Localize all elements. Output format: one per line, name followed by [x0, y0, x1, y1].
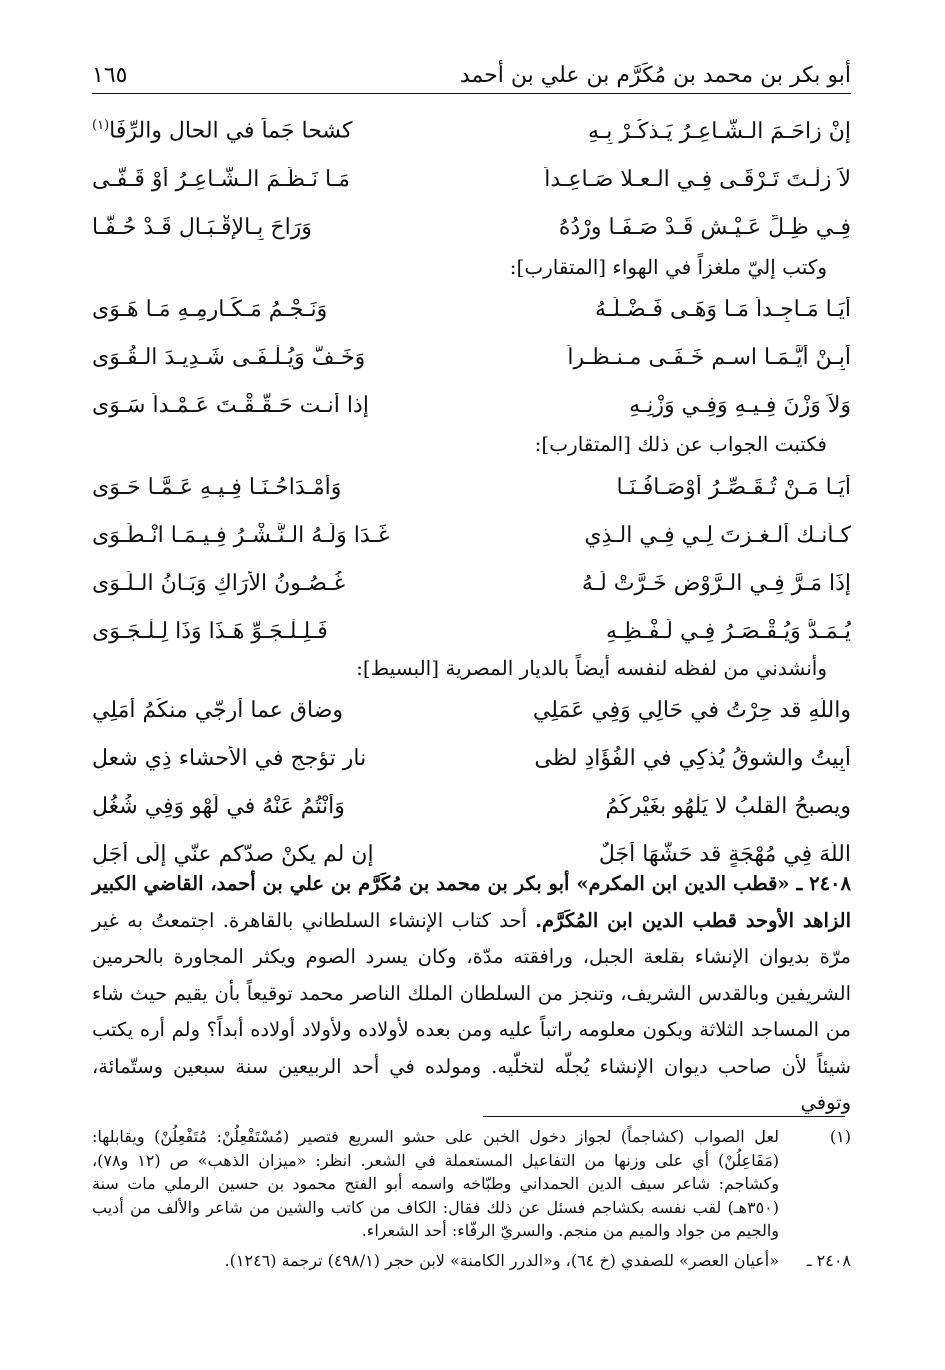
footnotes	[92, 1125, 851, 1272]
verse-first-hemistich: لاَ زِلْـتَ تَـرْقَـى فِـي الـعـلا صَـاعِـداً	[544, 166, 851, 192]
footnote-rule	[483, 1116, 845, 1117]
entry-heading: ٢٤٠٨ ـ «قطب الدين ابن المكرم» أبو بكر بن محمد بن مُكَرَّم بن علي بن أحمد، القاضي الكبير الزاهد الأوحد قطب الدين ابن المُكَرَّم.	[92, 872, 851, 932]
verse	[92, 333, 851, 381]
verse	[92, 782, 851, 830]
poem-2-intro: وكتب إليّ ملغزاً في الهواء [المتقارب]:	[509, 255, 827, 279]
verse-second-hemistich: غَـدَا وَلَـهُ الـنَّـشْـرُ فِـيـمَـا انْـطَـوَى	[92, 522, 390, 548]
verse-first-hemistich: أَيَـا مَـنْ تُـقَـصِّـرُ أَوْصَـافُـنَـا	[616, 474, 851, 500]
footnote-marker: (١)	[92, 118, 110, 134]
verse-second-hemistich	[92, 118, 449, 143]
verse-first-hemistich: فِـي ظِـلِّ عَـيْـشٍ قَـدْ صَـفَـا وِرْدُهُ	[558, 214, 851, 240]
verse-first-hemistich: وَلاَ وَزْنَ فِـيـهِ وَفِـي وَزْنِـهِ	[629, 392, 851, 418]
poem-1	[92, 107, 851, 251]
poem-3-intro: فكتبت الجواب عن ذلك [المتقارب]:	[534, 432, 827, 456]
running-title: أبو بكر بن محمد بن مُكَرَّم بن علي بن أحمد	[459, 63, 851, 88]
verse	[92, 381, 851, 429]
footnote	[92, 1125, 851, 1243]
verse-first-hemistich: إنْ زاحَـمَ الـشَّـاعِـرُ يَـذكُـرْ بِـهِ	[588, 118, 851, 144]
verse-first-hemistich: أَيَـا مَـاجِـداً مَـا وَهَـى فَـضْـلُـهُ	[595, 296, 851, 322]
verse-second-hemistich: وَأَمْـدَاحُـنَـا فِـيـهِ عَـمَّـا حَـوَى	[92, 474, 342, 500]
poem-4-intro: وأنشدني من لفظه لنفسه أيضاً بالديار المصرية [البسيط]:	[356, 656, 827, 680]
entry-body: أحد كتاب الإنشاء السلطاني بالقاهرة. اجتمعتُ به غير مرّة بديوان الإنشاء بقلعة الجبل، ورافقته مدّة، وكان يسرد الصوم ويكثر المجاورة بالحرمين الشريفين وبالقدس الشريف، وتنجز من السلطان الملك الناصر محمد توقيعاً بأن يقيم حيث شاء من المساجد الثلاثة ويكون معلومه راتباً عليه ومن بعده لأولاده ولأولاد أولاده أبداً؟ ولم أره يكتب شيئاً لأن صاحب ديوان الإنشاء يُجلّه لتخلّيه. ومولده في أحد الربيعين سنة سبعين وستّمائة، وتوفي	[92, 908, 851, 1114]
verse-first-hemistich: أَبِيتُ والشوقُ يُذكِي في الفُؤَادِ لظى	[534, 745, 851, 771]
verse-second-hemistich: وضاق عما أُرجّي منكُمُ أَمَلِي	[92, 697, 344, 723]
verse	[92, 285, 851, 333]
verse	[92, 559, 851, 607]
verse	[92, 107, 851, 155]
page-number: ١٦٥	[92, 63, 128, 88]
verse-second-hemistich: وَخَـفَّ وَيُـلْـفَـى شَـدِيـدَ الـقُـوَى	[92, 344, 366, 370]
verse-second-hemistich: وَنَـجْـمُ مَـكَـارِمِـهِ مَـا هَـوَى	[92, 296, 328, 322]
verse	[92, 155, 851, 203]
verse-first-hemistich: واللّهِ قد حِرْتُ في حَالِي وَفِي عَمَلِي	[532, 697, 851, 723]
verse	[92, 511, 851, 559]
header-rule	[92, 93, 851, 94]
verse-first-hemistich: أَبِـنْ أَيَّـمَـا اسـمٍ خَـفَـى مـنـظـراً	[567, 344, 851, 370]
verse-second-hemistich: فَـلِـلْـجَـوِّ هَـذَا وَذَا لِـلْـجَـوَى	[92, 618, 328, 644]
verse-first-hemistich: كـأنـك ألـغـزتَ لِـي فِـي الـذِي	[584, 522, 851, 548]
poem-2	[92, 285, 851, 429]
biography-entry	[92, 866, 851, 1122]
verse	[92, 686, 851, 734]
footnote-text: لعل الصواب (كشاجماً) لجواز دخول الخبن على حشو السريع فتصير (مُسْتَفْعِلُنْ: مُتَفْعِلُنْ) ويقابلها: (مَفَاعِلُنْ) أي على وزنها من التفاعيل المستعملة في الشعر. انظر: «ميزان الذهب» ص (١٢ و٧٨)، وكشاجم: شاعر سيف الدين الحمداني وطبّاخه واسمه أبو الفتح محمود بن حسين الرملي مات سنة (٣٥٠هـ) لقب نفسه بكشاجم فسئل عن ذلك فقال: الكاف من كاتب والشين من شاعر والألف من أديب والجيم من جواد والميم من منجم. والسريّ الرفّاء: أحد الشعراء.	[92, 1127, 779, 1240]
verse-second-hemistich: نارٍ تؤجج في الأحشاء ذِي شعلِ	[92, 745, 367, 771]
poem-3	[92, 463, 851, 655]
hemistich-text: كشحا جَماً في الحال والرِّفَا	[109, 118, 353, 144]
poem-4	[92, 686, 851, 878]
verse-first-hemistich: ويصبحُ القلبُ لا يَلْهُو بغَيْرِكُمُ	[605, 793, 851, 819]
footnote	[92, 1249, 851, 1273]
footnote-number: (١)	[829, 1127, 851, 1146]
verse	[92, 463, 851, 511]
verse-first-hemistich: إذَا مَـرَّ فِـي الـرَّوْضِ خَـرَّتْ لَـهُ	[581, 570, 851, 596]
verse-second-hemistich: غُـصُـونُ الأَرَاكِ وَبَـانُ الـلِّـوَى	[92, 570, 346, 596]
verse	[92, 203, 851, 251]
verse-second-hemistich: مَـا نَـظَـمَ الـشَّـاعِـرُ أَوْ قَـفَّـى	[92, 166, 350, 192]
verse-first-hemistich: اللّهَ فِي مُهْجَةٍ قد حَشَّهَا أَجَلٌ	[598, 841, 851, 867]
verse-first-hemistich: يُـمَـدُّ وَيُـقْـصَـرُ فِـي لَـفْـظِـهِ	[606, 618, 851, 644]
verse	[92, 607, 851, 655]
footnote-number: ٢٤٠٨ ـ	[806, 1250, 851, 1270]
verse-second-hemistich: وَرَاحَ بِـالإِقْـبَـالِ قَـدْ حُـفَّـا	[92, 214, 312, 240]
verse-second-hemistich: إذا أنـت حَـقَّـقْـتَ عَـمْـداً سَـوَى	[92, 392, 369, 418]
verse	[92, 734, 851, 782]
verse-second-hemistich: إن لم يكنْ صدّكم عنّي إِلَى أَجَلِ	[92, 841, 374, 867]
verse-second-hemistich: وَأَنْتُمُ عَنْهُ في لَهْوٍ وَفِي شُغُلِ	[92, 793, 345, 819]
page-header	[92, 52, 851, 88]
footnote-text: «أعيان العصر» للصفدي (خ ٦٤)، و«الدرر الكامنة» لابن حجر (٤٩٨/١) ترجمة (١٢٤٦).	[224, 1250, 779, 1270]
